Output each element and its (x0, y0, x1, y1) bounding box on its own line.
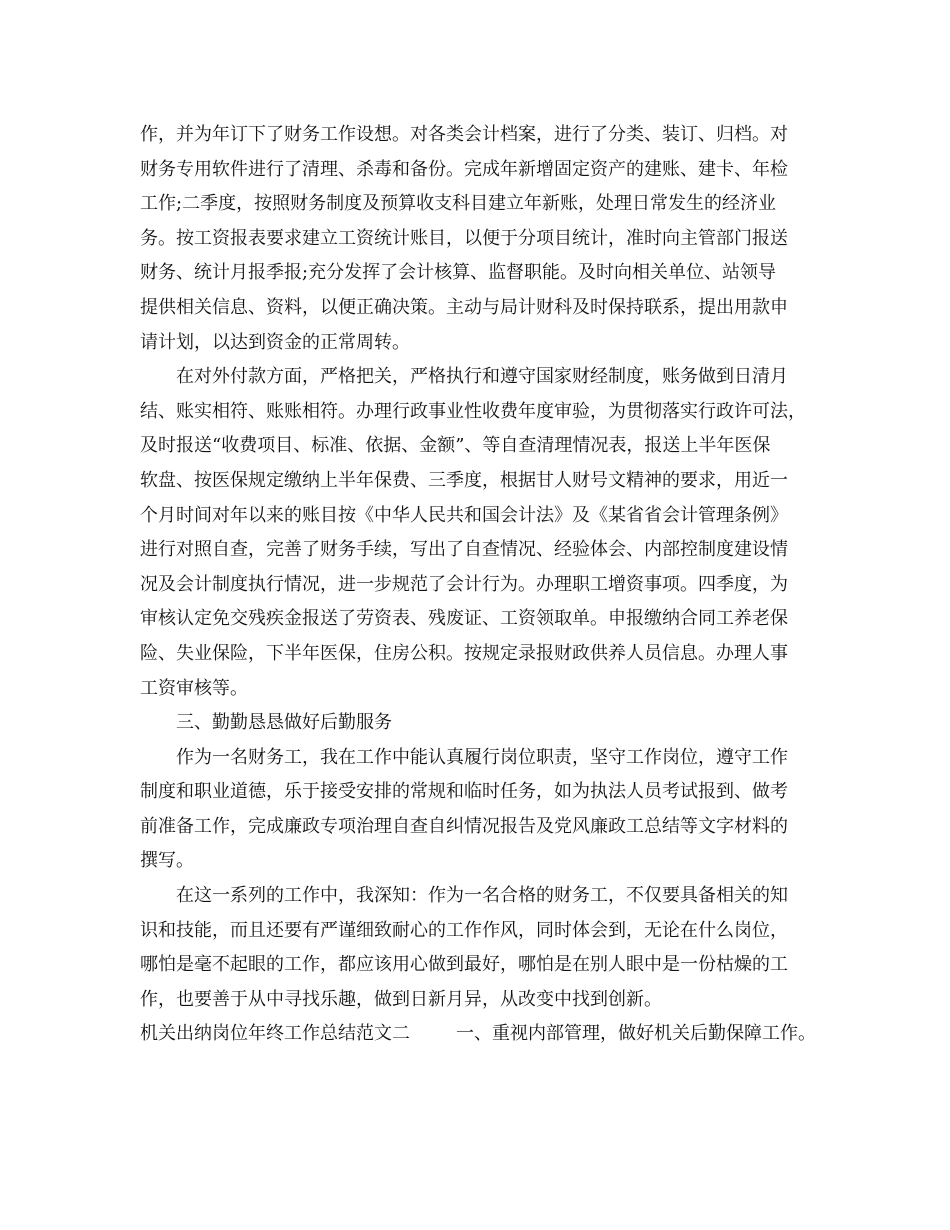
text-line: 结、账实相符、账账相符。办理行政事业性收费年度审验，为贯彻落实行政许可法， (140, 400, 806, 422)
text-line: 审核认定免交残疾金报送了劳资表、残废证、工资领取单。申报缴纳合同工养老保 (140, 608, 788, 630)
text-line: 在对外付款方面，严格把关，严格执行和遵守国家财经制度，账务做到日清月 (176, 366, 788, 388)
text-line: 工作;二季度，按照财务制度及预算收支科目建立年新账，处理日常发生的经济业 (140, 193, 777, 215)
next-article-line (140, 1017, 820, 1052)
text-line: 前准备工作，完成廉政专项治理自查自纠情况报告及党风廉政工总结等文字材料的 (140, 815, 788, 837)
paragraph-external-payments (140, 360, 820, 706)
article-first-section: 一、重视内部管理，做好机关后勤保障工作。 (456, 1023, 816, 1045)
paragraph-logistics-service (140, 741, 820, 879)
text-line: 哪怕是毫不起眼的工作，都应该用心做到最好，哪怕是在别人眼中是一份枯燥的工 (140, 954, 788, 976)
text-line: 况及会计制度执行情况，进一步规范了会计行为。办理职工增资事项。四季度，为 (140, 573, 788, 595)
text-line: 财务、统计月报季报;充分发挥了会计核算、监督职能。及时向相关单位、站领导 (140, 262, 777, 284)
paragraph-financial-archives (140, 118, 820, 360)
text-line: 险、失业保险，下半年医保，住房公积。按规定录报财政供养人员信息。办理人事 (140, 642, 788, 664)
text-line: 个月时间对年以来的账目按《中华人民共和国会计法》及《某省省会计管理条例》 (140, 504, 788, 526)
text-line: 软盘、按医保规定缴纳上半年保费、三季度，根据甘人财号文精神的要求，用近一 (140, 469, 788, 491)
text-line: 撰写。 (140, 850, 194, 872)
text-line: 识和技能，而且还要有严谨细致耐心的工作作风，同时体会到，无论在什么岗位， (140, 919, 788, 941)
text-line: 作为一名财务工，我在工作中能认真履行岗位职责，坚守工作岗位，遵守工作 (176, 746, 788, 768)
text-line: 在这一系列的工作中，我深知：作为一名合格的财务工，不仅要具备相关的知 (176, 885, 788, 907)
text-line: 务。按工资报表要求建立工资统计账目，以便于分项目统计，准时向主管部门报送 (140, 227, 788, 249)
article-title: 机关出纳岗位年终工作总结范文二 (140, 1023, 410, 1045)
text-line: 进行对照自查，完善了财务手续，写出了自查情况、经验体会、内部控制度建设情 (140, 539, 788, 561)
section-heading: 三、勤勤恳恳做好后勤服务 (176, 712, 392, 734)
text-line: 作，也要善于从中寻找乐趣，做到日新月异，从改变中找到创新。 (140, 988, 662, 1010)
text-line: 请计划，以达到资金的正常周转。 (140, 331, 410, 353)
document-body (140, 118, 820, 1052)
paragraph-reflection (140, 879, 820, 1017)
text-line: 提供相关信息、资料，以便正确决策。主动与局计财科及时保持联系，提出用款申 (140, 296, 788, 318)
text-line: 作，并为年订下了财务工作设想。对各类会计档案，进行了分类、装订、归档。对 (140, 124, 788, 145)
text-line: 及时报送“收费项目、标准、依据、金额”、等自查清理情况表，报送上半年医保 (140, 435, 771, 457)
text-line: 制度和职业道德，乐于接受安排的常规和临时任务，如为执法人员考试报到、做考 (140, 781, 788, 803)
text-line: 工资审核等。 (140, 677, 248, 699)
text-line: 财务专用软件进行了清理、杀毒和备份。完成年新增固定资产的建账、建卡、年检 (140, 158, 788, 180)
